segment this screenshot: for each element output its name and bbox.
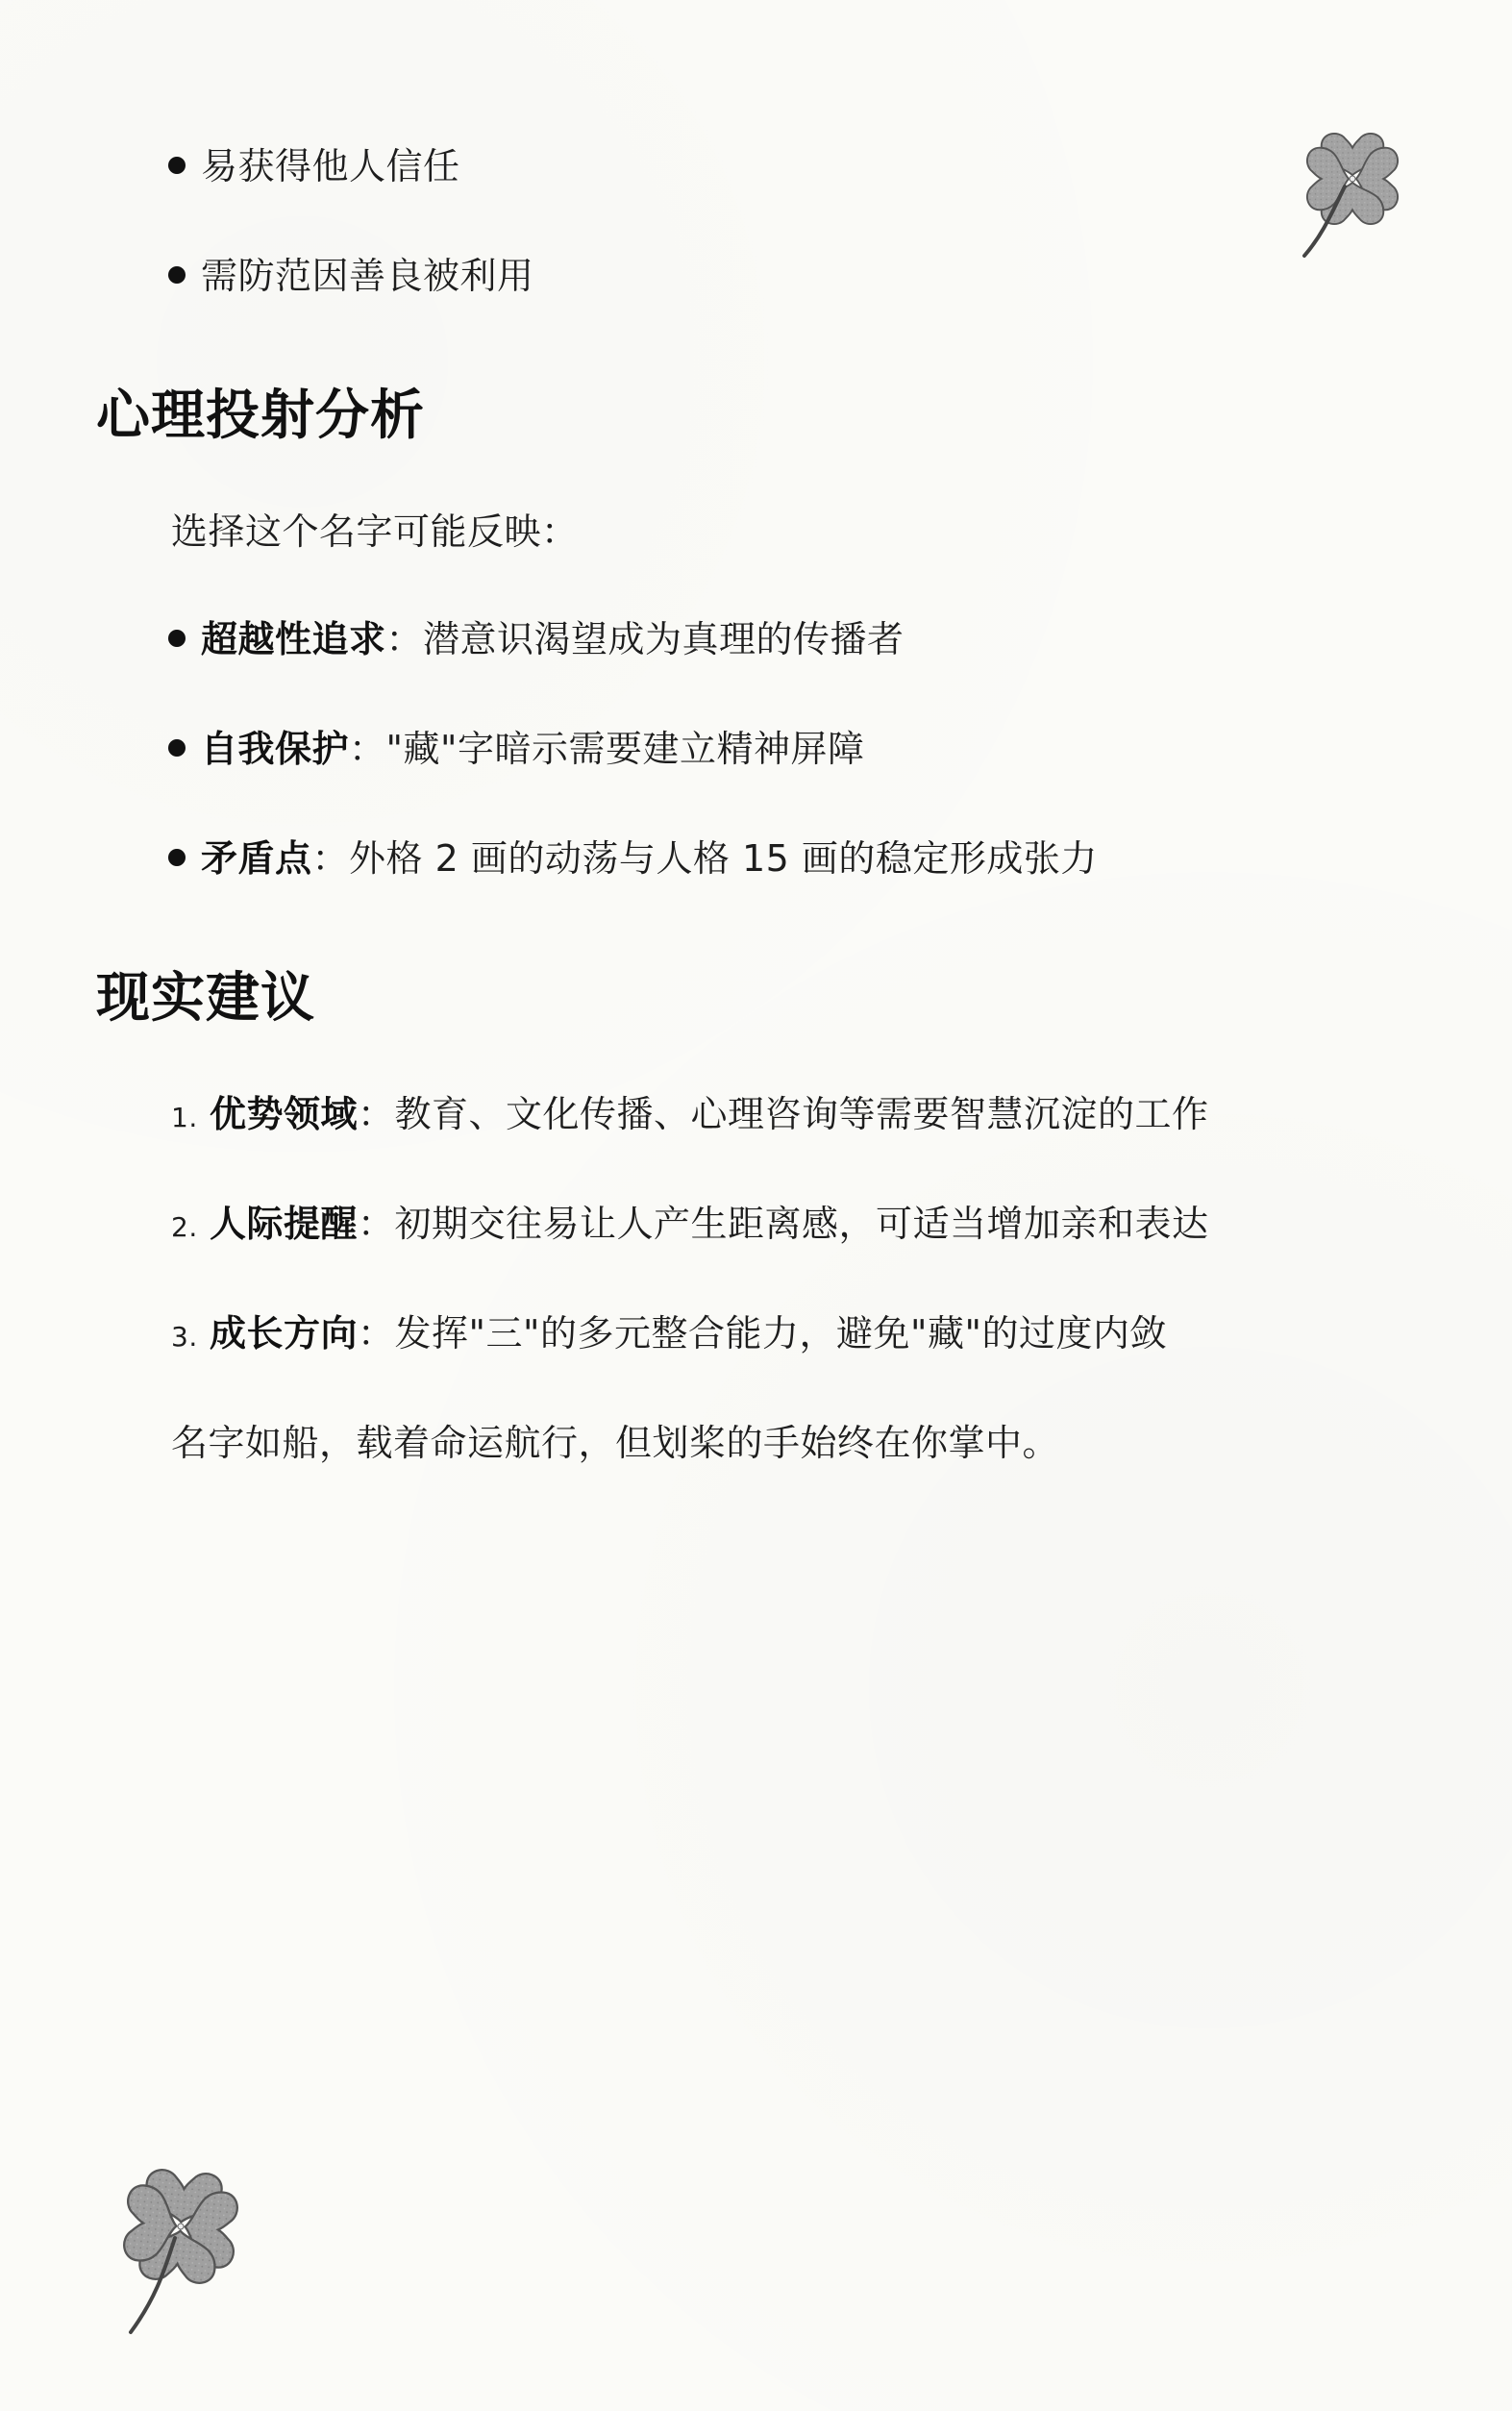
- list-item: 自我保护："藏"字暗示需要建立精神屏障: [168, 725, 865, 773]
- list-item: 矛盾点：外格 2 画的动荡与人格 15 画的稳定形成张力: [168, 834, 1098, 882]
- list-item: 易获得他人信任: [168, 142, 460, 190]
- item-label: 人际提醒: [210, 1203, 359, 1245]
- closing-sentence: 名字如船，载着命运航行，但划桨的手始终在你掌中。: [171, 1422, 1060, 1464]
- list-item: 1. 优势领域：教育、文化传播、心理咨询等需要智慧沉淀的工作: [171, 1093, 1209, 1135]
- list-item: 超越性追求：潜意识渴望成为真理的传播者: [168, 615, 905, 663]
- list-item: 需防范因善良被利用: [168, 252, 534, 300]
- list-item: 3. 成长方向：发挥"三"的多元整合能力，避免"藏"的过度内敛: [171, 1312, 1167, 1355]
- bullet-icon: [168, 849, 186, 866]
- item-label: 矛盾点: [201, 837, 312, 880]
- bullet-icon: [168, 266, 186, 284]
- bullet-icon: [168, 630, 186, 647]
- four-leaf-clover-icon: [88, 2142, 271, 2344]
- section-heading-advice: 现实建议: [96, 967, 315, 1030]
- item-label: 成长方向: [210, 1312, 359, 1355]
- item-label: 自我保护: [201, 728, 350, 770]
- item-label: 优势领域: [210, 1093, 359, 1135]
- bullet-icon: [168, 739, 186, 757]
- list-item: 2. 人际提醒：初期交往易让人产生距离感，可适当增加亲和表达: [171, 1203, 1209, 1245]
- section-heading-psychology: 心理投射分析: [96, 385, 425, 447]
- item-label: 超越性追求: [201, 618, 386, 660]
- section-intro: 选择这个名字可能反映：: [171, 510, 579, 553]
- bullet-icon: [168, 157, 186, 174]
- four-leaf-clover-icon: [1274, 104, 1427, 267]
